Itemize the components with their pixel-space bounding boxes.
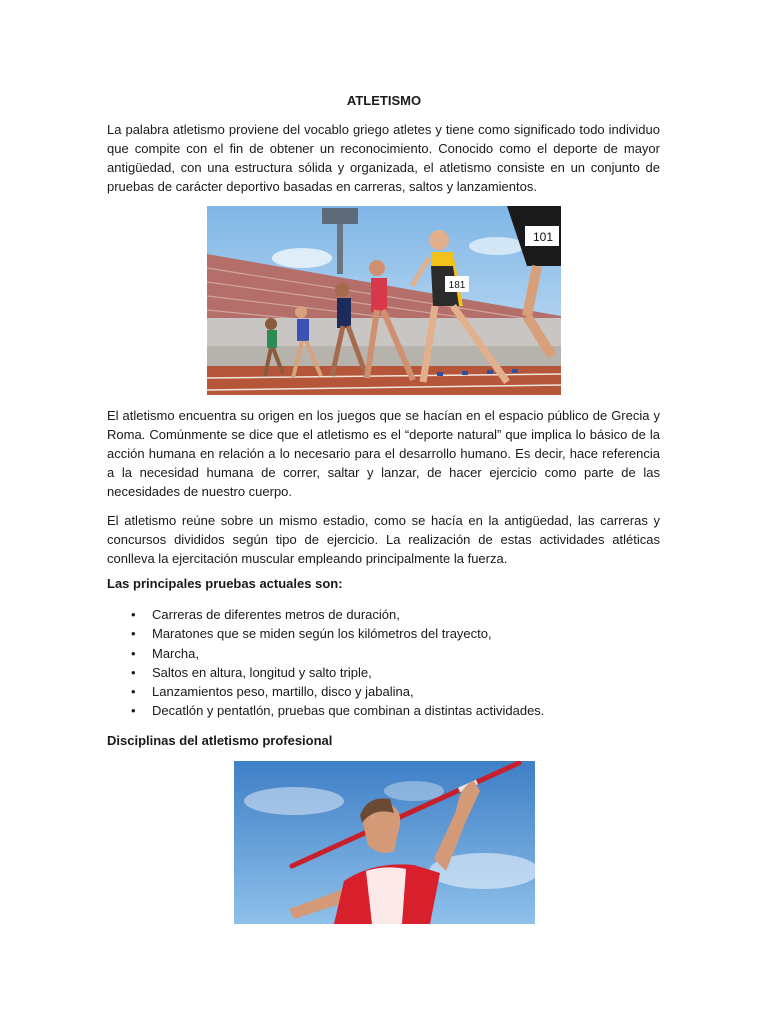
list-item: • Carreras de diferentes metros de duración, [107, 605, 544, 624]
bib-number-101: 101 [532, 230, 554, 244]
list-item: • Decatlón y pentatlón, pruebas que combinan a distintas actividades. [107, 701, 544, 720]
runners-photo [207, 206, 561, 395]
paragraph-stadium: El atletismo reúne sobre un mismo estadio, como se hacía en la antigüedad, las carreras y concursos divididos según tipo de ejercicio. La realización de estas actividades atléticas conlleva la ejercitación muscular empleando principalmente la fuerza. [107, 513, 660, 566]
document-title: ATLETISMO [346, 93, 422, 108]
list-item: • Maratones que se miden según los kilómetros del trayecto, [107, 624, 544, 643]
bib-number-181: 181 [448, 280, 466, 291]
bullet-icon: • [131, 684, 136, 700]
bullet-icon: • [131, 607, 136, 622]
javelin-photo [234, 761, 535, 924]
list-item: • Lanzamientos peso, martillo, disco y jabalina, [107, 682, 544, 701]
list-item: • Marcha, [107, 644, 544, 663]
bullet-icon: • [131, 626, 136, 642]
paragraph-intro: La palabra atletismo proviene del vocablo griego atletes y tiene como significado todo individuo que compite con el fin de obtener un reconocimiento. Conocido como el deporte de mayor antigüedad, con una estructura sólida y organizada, el atletismo consiste en un conjunto de pruebas de carácter deportivo basadas en carreras, saltos y lanzamientos. [107, 122, 660, 194]
paragraph-origin: El atletismo encuentra su origen en los juegos que se hacían en el espacio público de Grecia y Roma. Comúnmente se dice que el atletismo es el “deporte natural” que implica lo básico de la acción humana en relación a lo necesario para el desarrollo humano. Es decir, hace referencia a la necesidad humana de correr, saltar y lanzar, de hacer ejercicio como parte de las necesidades de nuestro cuerpo. [107, 408, 660, 499]
pruebas-list [107, 605, 544, 721]
pruebas-heading: Las principales pruebas actuales son: [107, 576, 343, 591]
disciplinas-heading: Disciplinas del atletismo profesional [107, 733, 333, 748]
list-item: • Saltos en altura, longitud y salto triple, [107, 663, 544, 682]
bullet-icon: • [131, 703, 136, 719]
bullet-icon: • [131, 645, 136, 661]
bullet-icon: • [131, 664, 136, 680]
